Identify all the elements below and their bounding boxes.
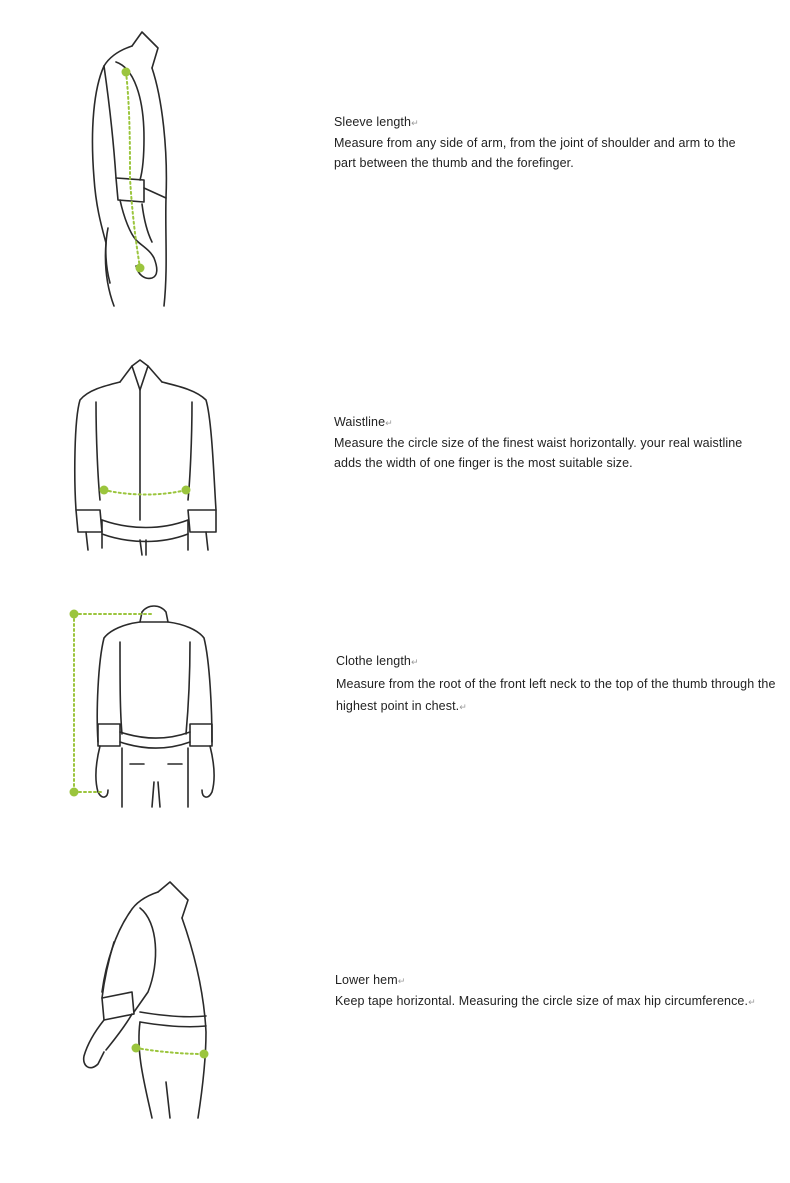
- waistline-illustration: [70, 360, 225, 555]
- section-description: Measure from the root of the front left neck to the top of the thumb through the highest point in chest.↵: [336, 677, 776, 713]
- section-description: Measure the circle size of the finest waist horizontally. your real waistline adds the width of one finger is the most suitable size.: [334, 436, 743, 470]
- lower-hem-section: [0, 870, 790, 1130]
- section-title: Clothe length↵: [336, 654, 419, 668]
- sleeve-length-illustration: [80, 28, 190, 313]
- clothe-length-section: [0, 590, 790, 830]
- waistline-text: [334, 412, 754, 474]
- section-description: Measure from any side of arm, from the joint of shoulder and arm to the part between the thumb and the forefinger.: [334, 136, 736, 170]
- sleeve-length-section: [0, 0, 790, 320]
- lower-hem-illustration: [74, 882, 224, 1122]
- section-title: Lower hem↵: [335, 973, 406, 987]
- clothe-length-text: [336, 650, 776, 718]
- clothe-length-illustration: [64, 602, 229, 812]
- waistline-section: [0, 340, 790, 570]
- sleeve-length-text: [334, 112, 754, 174]
- section-description: Keep tape horizontal. Measuring the circle size of max hip circumference.↵: [335, 994, 756, 1008]
- section-title: Waistline↵: [334, 415, 393, 429]
- section-title: Sleeve length↵: [334, 115, 419, 129]
- lower-hem-text: [335, 970, 775, 1012]
